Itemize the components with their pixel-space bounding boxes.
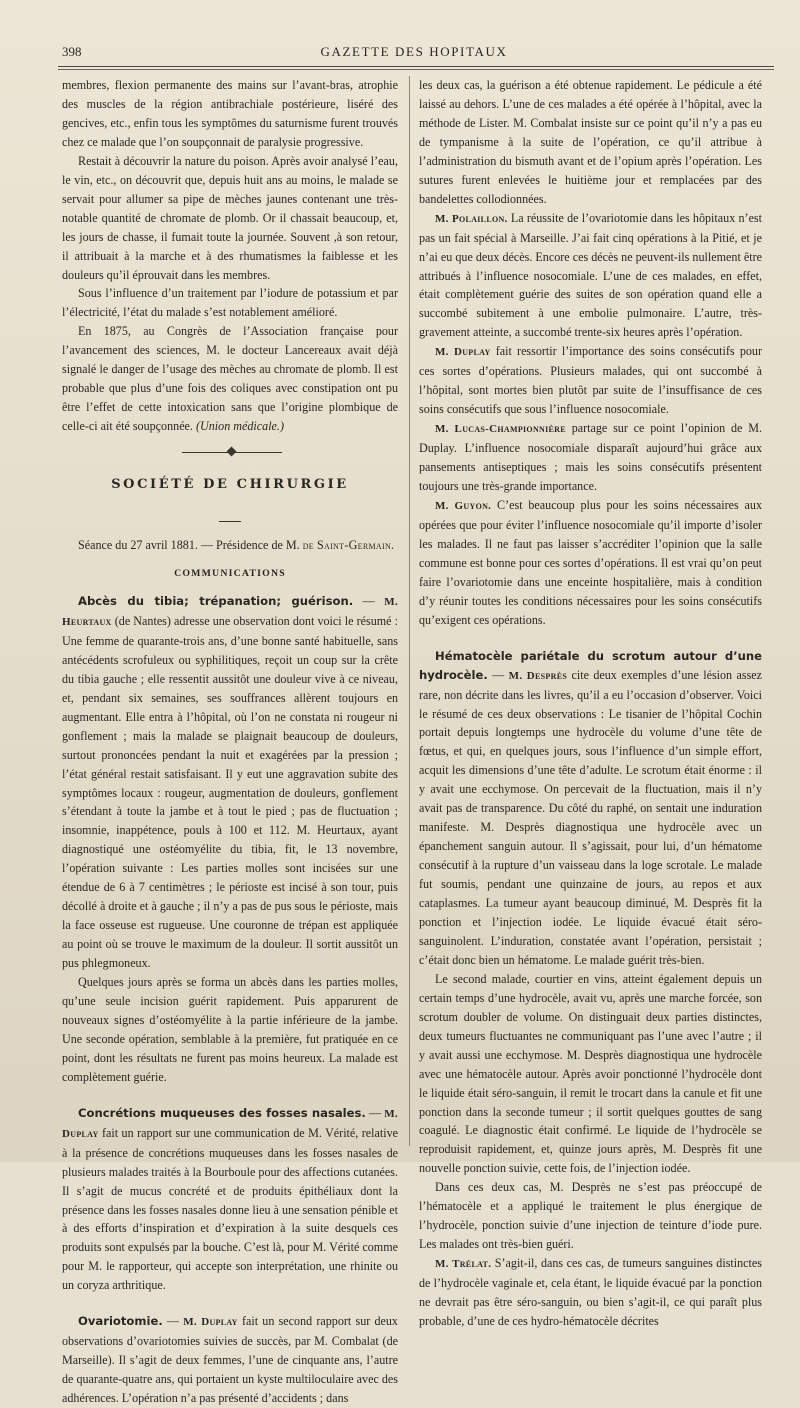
- ornament-diamond: [227, 447, 237, 457]
- session-text: Séance du 27 avril 1881. — Présidence de M.: [78, 538, 303, 553]
- speaker-polaillon: [419, 209, 762, 343]
- session-line: [62, 536, 398, 555]
- paragraph: membres, flexion permanente des mains sur l’avant-bras, atrophie des muscles de la région antibrachiale postérieure, liséré des gencives, etc., enfin tous les symptômes du saturnisme furent trouvés chez ce malade que l’on soupçonnait de paralysie progressive.: [62, 78, 398, 149]
- dash: —: [365, 1105, 385, 1120]
- page-number: 398: [62, 44, 82, 59]
- speaker-text: partage sur ce point l’opinion de M. Duplay. L’influence nosocomiale disparaît aujourd’hui grâce aux pansements antiseptiques ; mais les soins consécutifs présentent toujours une très-grande importance.: [419, 421, 762, 494]
- spacer: [62, 1087, 398, 1104]
- article-concretions: [62, 1104, 398, 1296]
- article-title: Hématocèle pariétale du scrotum autour d’une hydrocèle.: [419, 648, 762, 682]
- speaker-name: M. Duplay: [435, 346, 491, 359]
- article-hematocele: [419, 647, 762, 970]
- paragraph: Sous l’influence d’un traitement par l’iodure de potassium et par l’électricité, l’état du malade s’est notablement amélioré.: [62, 286, 398, 320]
- article-abces: [62, 592, 398, 973]
- speaker-name: M. Guyon.: [435, 499, 492, 512]
- session-president: Saint-Germain.: [316, 538, 395, 553]
- author-name: M. Duplay: [183, 1316, 238, 1329]
- speaker-text: S’agit-il, dans ces cas, de tumeurs sanguines distinctes de l’hydrocèle vaginale et, cela étant, le liquide évacué par la ponction ne devrait pas être séro-sanguin, ou bien s’agit-il, ce qui paraît plus probable, d’une de ces hydro-hématocèle décrites: [419, 1256, 762, 1328]
- paragraph: les deux cas, la guérison a été obtenue rapidement. Le pédicule a été laissé au dehors. L’une de ces malades a été opérée à l’hôpital, avec la méthode de Lister. M. Combalat insiste sur ce point qu’il n’y a pas eu de tympanisme à la suite de l’opération, ce qu’il attribue à l’administration du bismuth avant et de l’opium après l’opération. Les sutures furent enlevées le huitième jour et remplacées par des bandelettes collodionnées.: [419, 78, 762, 206]
- article-ovariotomie: [62, 1312, 398, 1408]
- running-head: [58, 44, 770, 66]
- article-title: Abcès du tibia; trépanation; guérison.: [78, 593, 354, 608]
- speaker-text: La réussite de l’ovariotomie dans les hôpitaux n’est pas un fait spécial à Marseille. J’ai fait cinq opérations à la Pitié, et je n’ai eu que deux décès. Encore ces décès ne peuvent-ils nullement être attribués à l’influence nosocomiale. L’une de ces malades, en effet, était complètement guérie des suites de son opération quand elle a succombé subitement à une embolie pulmonaire. L’autre, très-gravement atteinte, a succombé trente-six heures après l’opération.: [419, 210, 763, 340]
- author-name: M. Desprès: [508, 669, 568, 682]
- subsection-title: COMMUNICATIONS: [174, 568, 286, 580]
- author-name: M. Heurtaux: [62, 595, 398, 628]
- speaker-text: fait ressortir l’importance des soins consécutifs pour ces sortes d’opérations. Plusieurs malades, qui ont succombé à l’hôpital, sont mortes bien plutôt par suite de l’insuffisance de ces soins consécutifs que sous l’influence nosocomiale.: [419, 344, 762, 417]
- speaker-name: M. Lucas-Championnière: [435, 423, 566, 436]
- left-column: [62, 76, 398, 1408]
- dash: —: [162, 1314, 184, 1329]
- short-rule: [219, 521, 241, 522]
- paragraph: [62, 322, 398, 436]
- speaker-guyon: [419, 496, 762, 630]
- dash: —: [353, 593, 385, 608]
- right-column: [419, 76, 762, 1331]
- article-title: Concrétions muqueuses des fosses nasales.: [78, 1105, 366, 1120]
- author-name: M. Duplay: [62, 1107, 399, 1140]
- article-title: Ovariotomie.: [78, 1314, 163, 1329]
- spacer: [419, 630, 762, 647]
- spacer: [62, 1295, 398, 1312]
- speaker-text: C’est beaucoup plus pour les soins nécessaires aux opérées que pour éviter l’influence nosocomiale qu’il importe d’isoler les malades. Il ne faut pas laisser s’accréditer l’opinion que la salle commune est bonne pour ces sortes d’opérations. Il est vrai qu’on peut faire l’ovariotomie dans une enceinte hospitalière, mais à condition d’y réunir toutes les conditions nécessaires pour les soins consécutifs qu’exigent ces opérations.: [419, 497, 762, 627]
- ornament-divider: [62, 448, 398, 456]
- speaker-duplay: [419, 342, 762, 419]
- speaker-name: M. Trélat.: [435, 1258, 492, 1271]
- paragraph: Dans ces deux cas, M. Desprès ne s’est pas préoccupé de l’hématocèle et a appliqué le traitement le plus énergique de l’hydrocèle, ponction suivie d’une injection de teinture d’iode pure. Les malades ont très-bien guéri.: [419, 1180, 762, 1252]
- journal-title: GAZETTE DES HOPITAUX: [320, 44, 508, 59]
- column-divider: [409, 76, 410, 1146]
- article-text: fait un second rapport sur deux observations d’ovariotomies suivies de succès, par M. Combalat (de Marseille). Il s’agit de deux femmes, l’une de cinquante ans, l’autre de quarante-quatre ans, qui portaient un kyste multiloculaire avec des adhérences. L’opération n’a pas présenté d’accidents ; dans: [62, 1314, 398, 1406]
- dash: —: [487, 667, 509, 682]
- paragraph: Restait à découvrir la nature du poison. Après avoir analysé l’eau, le vin, etc., on découvrit que, depuis huit ans au moins, le malade se servait pour allumer sa pipe de mèches jaunes contenant une très-notable quantité de chromate de plomb. Or il chassait beaucoup, et, les jours de chasse, il fumait toute la journée. Souvent ,à son retour, il attribuait à la marche et à des rhumatismes la faiblesse et les douleurs qu’il éprouvait dans les membres.: [62, 153, 398, 282]
- header-rule: [58, 66, 774, 67]
- section-title: SOCIÉTÉ DE CHIRURGIE: [111, 477, 349, 493]
- speaker-lucas: [419, 419, 762, 496]
- paragraph: Quelques jours après se forma un abcès dans les parties molles, qu’une seule incision guérit rapidement. Puis apparurent de nouveaux signes d’ostéomyélite à la partie inférieure de la jambe. Une seconde opération, semblable à la première, fut pratiquée en ce point, dont les résultats ne furent pas moins heureux. La malade est complètement guérie.: [62, 975, 398, 1084]
- paragraph-text: En 1875, au Congrès de l’Association française pour l’avancement des sciences, M. le docteur Lancereaux avait déjà signalé le danger de l’usage des mèches au chromate de plomb. Il est probable que plus d’une fois des coliques avec constipation ont pu être l’effet de cette intoxication sans que l’origine plombique de celle-ci ait été soupçonnée.: [62, 324, 398, 434]
- article-text: fait un rapport sur une communication de M. Vérité, relative à la présence de concrétions muqueuses dans les fosses nasales de plusieurs malades traités à la Bourboule pour des affections cutanées. Il s’agit de mucus concrété et de produits épithéliaux dont la présence dans les fosses nasales donne lieu à une sensation pénible et à des efforts d’inspiration et d’expiration à la suite desquels ces produits sont expulsés par la bouche. C’est là, pour M. Vérité comme pour M. le rapporteur, qui accepte son interprétation, une rhinite ou un coryza arthritique.: [62, 1125, 398, 1293]
- article-text: cite deux exemples d’une lésion assez rare, non décrite dans les livres, qu’il a eu l’occasion d’observer. Voici le résumé de ces deux observations : Le tisanier de l’hôpital Cochin portait depuis longtemps une hydrocèle du volume d’une tête de fœtus, et qui, en quelques jours, sous l’influence d’un simple effort, acquit les dimensions d’une tête d’adulte. Le scrotum était énorme : il y avait une ecchymose. On percevait de la fluctuation, mais il n’y avait pas de transparence. Du côté du raphé, on sentait une induration manifeste. M. Desprès diagnostiqua une hydrocèle avec un épanchement sanguin autour. Il s’agissait, pour lui, d’un hématome consécutif à la rupture d’un vaisseau dans la loge scrotale. Le malade fut soumis, pendant une quinzaine de jours, au repos et aux cataplasmes. La tumeur ayant beaucoup diminué, M. Desprès fit la ponction et l’injection iodée. Le liquide évacué était séro-sanguinolent. L’induration, constatée avant l’opération, persistait ; c’était donc bien un hématome. Le malade guérit très-bien.: [419, 667, 763, 967]
- session-de: de: [302, 538, 314, 553]
- paragraph: Le second malade, courtier en vins, atteint également depuis un certain temps d’une hydrocèle, avait vu, après une marche forcée, son scrotum doubler de volume. On distinguait deux parties distinctes, deux tumeurs fluctuantes ne communiquant pas l’une avec l’autre ; il y avait aussi une ecchymose. M. Desprès diagnostiqua une hydrocèle avec une hématocèle autour. Après avoir ponctionné l’hydrocèle dont le liquide était séro-sanguin, il remit le trocart dans la canule et fit une ponction dans la seconde tumeur ; il sortit quelques gouttes de sang coagulé. Le diagnostic était confirmé. Le liquide de l’hydrocèle se reproduisit rapidement, et, quinze jours après, M. Desprès fit une nouvelle ponction suivie, cette fois, de l’injection iodée.: [419, 971, 762, 1176]
- header-rule-double: [58, 69, 774, 70]
- speaker-name: M. Polaillon.: [435, 212, 508, 225]
- article-text: (de Nantes) adresse une observation dont voici le résumé : Une femme de quarante-trois ans, d’une bonne santé habituelle, sans antécédents scrofuleux ou syphilitiques, reçoit un coup sur la crête du tibia gauche ; elle ressentit aussitôt une douleur vive à ce niveau, et, pendant six semaines, ses souffrances allèrent toujours en augmentant. Elle entra à l’hôpital, où l’on ne constata ni rougeur ni gonflement ; mais la malade se plaignait beaucoup de douleurs, surtout prononcées pendant la nuit et exagérées par la pression ; l’état général restait satisfaisant. Il y eut une aggravation subite des symptômes locaux : rougeur, augmentation de douleurs, gonflement s’étendant à toute la jambe et à tout le pied ; pas de fluctuation ; insomnie, inappétence, pouls à 100 et 112. M. Heurtaux, ayant diagnostiqué une ostéomyélite du tibia, fit, le 13 novembre, l’opération suivante : Les parties molles sont incisées sur une étendue de 6 à 7 centimètres ; le périoste est incisé à son tour, puis décollé à droite et à gauche ; il n’y a pas de pus sous le périoste, mais la face osseuse est rugueuse. Une couronne de trépan est appliquée au point où se trouve le maximum de la douleur. Il sortit aussitôt un pus phlegmoneux.: [62, 613, 398, 971]
- speaker-trelat: [419, 1254, 762, 1331]
- source-citation: (Union médicale.): [195, 419, 284, 434]
